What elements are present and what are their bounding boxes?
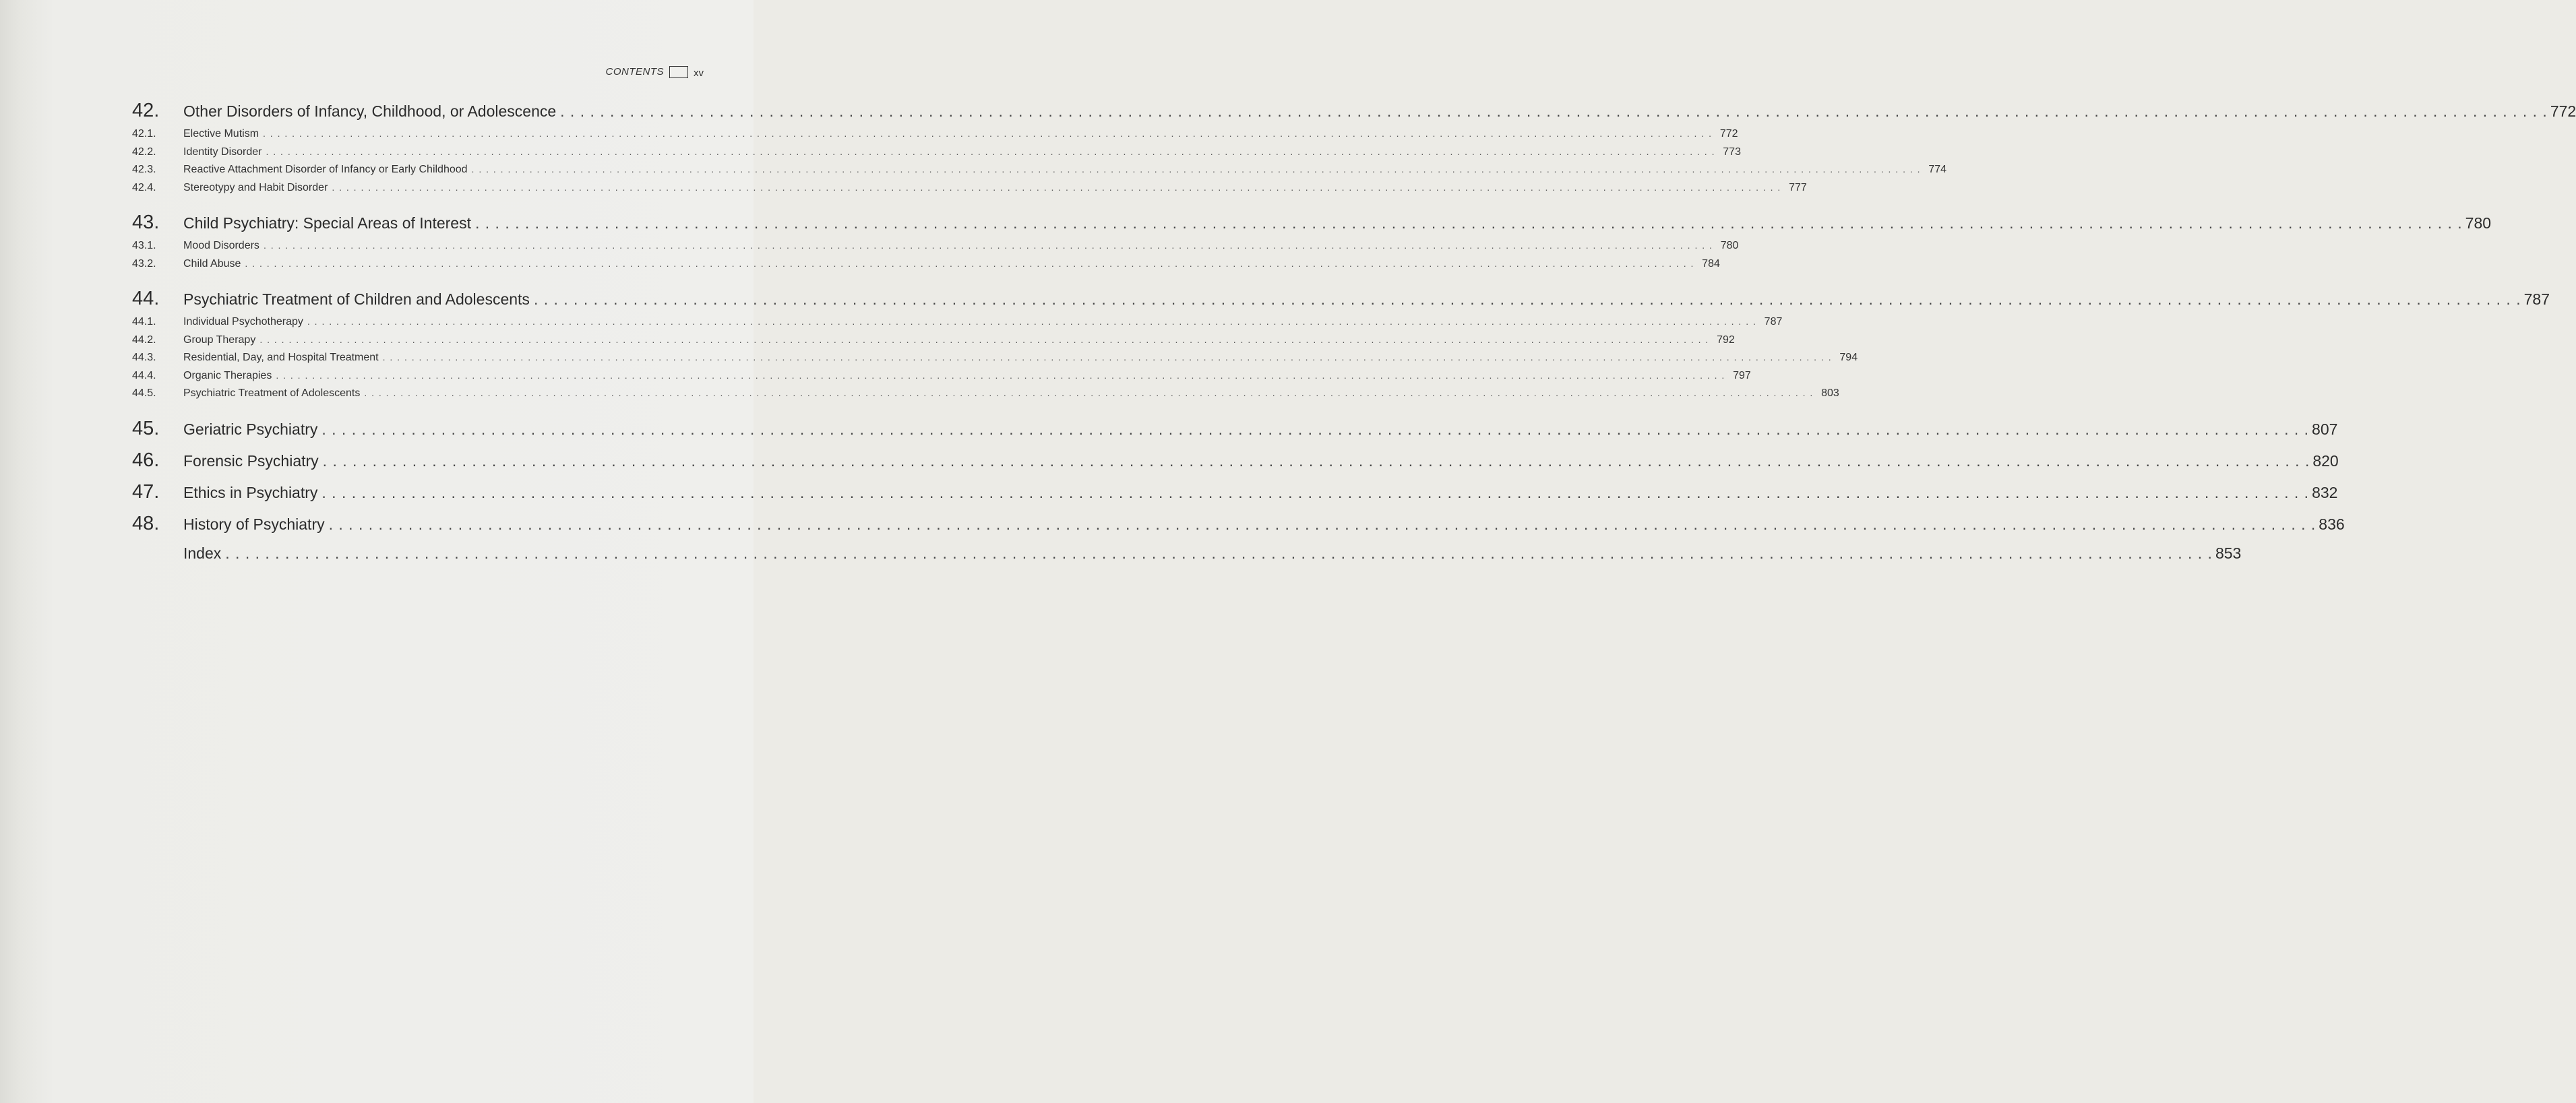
section-number: 44.3. [132, 352, 156, 363]
toc-section-entry [132, 369, 1751, 388]
section-list [132, 128, 1947, 199]
section-page-number: 787 [1764, 316, 1783, 327]
toc-chapter-entry [132, 544, 2242, 567]
chapter-page-number: 807 [2312, 420, 2338, 438]
dot-leader: . . . . . . . . . . . . . . . . . . . . . . . . . . . . . . . . . . . . . . . . . . . . . . . . . . . . . . . . . . . . . . . . . . . . . . . . . . . . . . . . . . . . . . . . . . . . . . . . . . . . . . . . . . . . . . . . . . . . . . . . . . . . . . . . . . . . . . . . . . . . . . . . . . . . . . . . . . . . . . . . . . . . . . . . . . . . . . . . . . . . . . . . . . . . . . . . . . . . . . . . [328, 515, 2317, 533]
chapter-title: Geriatric Psychiatry [183, 420, 318, 438]
section-number: 44.1. [132, 316, 156, 327]
chapter-number: 43. [132, 212, 160, 233]
chapter-number: 42. [132, 100, 160, 121]
chapter-title: Index [183, 544, 222, 562]
chapter-spacer [132, 567, 673, 576]
section-title: Psychiatric Treatment of Adolescents [183, 387, 361, 399]
dot-leader: . . . . . . . . . . . . . . . . . . . . . . . . . . . . . . . . . . . . . . . . . . . . . . . . . . . . . . . . . . . . . . . . . . . . . . . . . . . . . . . . . . . . . . . . . . . . . . . . . . . . . . . . . . . . . . . . . . . . . . . . . . . . . . . . . . . . . . . . . . . . . . . . . . . . . . . . . . . . . . . . . . . . . . . . . . . . . . . . . . . . . . . . . . . . . . . . . . . . . . . . [263, 128, 1713, 139]
dot-leader: . . . . . . . . . . . . . . . . . . . . . . . . . . . . . . . . . . . . . . . . . . . . . . . . . . . . . . . . . . . . . . . . . . . . . . . . . . . . . . . . . . . . . . . . . . . . . . . . . . . . . . . . . . . . . . . . . . . . . . . . . . . . . . . . . . . . . . . . . . . . . . . . . . . . . . . . . . . . . . . . . . . . . . . . . . . . . . . . . . . . . . . . . . . . . . . . . . . . . . . . [471, 164, 1922, 175]
dot-leader: . . . . . . . . . . . . . . . . . . . . . . . . . . . . . . . . . . . . . . . . . . . . . . . . . . . . . . . . . . . . . . . . . . . . . . . . . . . . . . . . . . . . . . . . . . . . . . . . . . . . . . . . . . . . . . . . . . . . . . . . . . . . . . . . . . . . . . . . . . . . . . . . . . . . . . . . . . . . . . . . . . . . . . . . . . . . . . . . . . . . . . . . . . . . . . . . . . . . . . . . [263, 240, 1713, 251]
chapter-number: 44. [132, 288, 160, 309]
running-head-label: CONTENTS [605, 66, 664, 77]
section-page-number: 773 [1723, 146, 1741, 158]
dot-leader: . . . . . . . . . . . . . . . . . . . . . . . . . . . . . . . . . . . . . . . . . . . . . . . . . . . . . . . . . . . . . . . . . . . . . . . . . . . . . . . . . . . . . . . . . . . . . . . . . . . . . . . . . . . . . . . . . . . . . . . . . . . . . . . . . . . . . . . . . . . . . . . . . . . . . . . . . . . . . . . . . . . . . . . . . . . . . . . . . . . . . . . . . . . . . . . . . . . . . . . . [321, 420, 2310, 438]
toc-section-entry [132, 146, 1741, 164]
section-page-number: 780 [1720, 240, 1739, 251]
section-title: Child Abuse [183, 257, 241, 270]
section-title: Individual Psychotherapy [183, 316, 303, 327]
toc-section-entry [132, 240, 1739, 258]
section-page-number: 772 [1719, 128, 1738, 139]
dot-leader: . . . . . . . . . . . . . . . . . . . . . . . . . . . . . . . . . . . . . . . . . . . . . . . . . . . . . . . . . . . . . . . . . . . . . . . . . . . . . . . . . . . . . . . . . . . . . . . . . . . . . . . . . . . . . . . . . . . . . . . . . . . . . . . . . . . . . . . . . . . . . . . . . . . . . . . . . . . . . . . . . . . . . . . . . . . . . . . . . . . . . . . . . . . . . . . . . . . . . . . . [276, 369, 1725, 381]
chapter-title: Ethics in Psychiatry [183, 483, 318, 501]
section-title: Reactive Attachment Disorder of Infancy or Early Childhood [183, 164, 468, 175]
dot-leader: . . . . . . . . . . . . . . . . . . . . . . . . . . . . . . . . . . . . . . . . . . . . . . . . . . . . . . . . . . . . . . . . . . . . . . . . . . . . . . . . . . . . . . . . . . . . . . . . . . . . . . . . . . . . . . . . . . . . . . . . . . . . . . . . . . . . . . . . . . . . . . . . . . . . . . . . . . . . . . . . . . . . . . . . . . . . . . . . . . . . . . . . . . . . . . . . . . . . . . . . [259, 334, 1709, 345]
section-page-number: 797 [1733, 369, 1751, 381]
running-head [606, 65, 704, 79]
chapter-spacer [132, 504, 673, 513]
section-page-number: 792 [1717, 334, 1735, 346]
chapter-title: Psychiatric Treatment of Children and Adolescents [183, 290, 530, 308]
section-number: 43.1. [132, 240, 156, 251]
toc-chapter-entry [132, 480, 2338, 504]
section-page-number: 803 [1821, 387, 1839, 399]
dot-leader: . . . . . . . . . . . . . . . . . . . . . . . . . . . . . . . . . . . . . . . . . . . . . . . . . . . . . . . . . . . . . . . . . . . . . . . . . . . . . . . . . . . . . . . . . . . . . . . . . . . . . . . . . . . . . . . . . . . . . . . . . . . . . . . . . . . . . . . . . . . . . . . . . . . . . . . . . . . . . . . . . . . . . . . . . . . . . . . . . . . . . . . . . . . . . . . . . . . . . . . . [382, 352, 1833, 363]
chapter-page-number: 836 [2319, 515, 2345, 533]
section-number: 42.3. [132, 164, 156, 175]
page-folio: xv [694, 67, 704, 79]
toc-section-entry [132, 316, 1783, 334]
dot-leader: . . . . . . . . . . . . . . . . . . . . . . . . . . . . . . . . . . . . . . . . . . . . . . . . . . . . . . . . . . . . . . . . . . . . . . . . . . . . . . . . . . . . . . . . . . . . . . . . . . . . . . . . . . . . . . . . . . . . . . . . . . . . . . . . . . . . . . . . . . . . . . . . . . . . . . . . . . . . . . . . . . . . . . . . . . . . . . . . . . . . . . . . . . . . . . . . . . . . . . . . [307, 316, 1757, 327]
section-title: Group Therapy [183, 334, 256, 346]
toc-section-entry [132, 181, 1807, 200]
section-number: 42.2. [132, 146, 156, 158]
toc-chapter-entry [132, 512, 2345, 536]
dot-leader: . . . . . . . . . . . . . . . . . . . . . . . . . . . . . . . . . . . . . . . . . . . . . . . . . . . . . . . . . . . . . . . . . . . . . . . . . . . . . . . . . . . . . . . . . . . . . . . . . . . . . . . . . . . . . . . . . . . . . . . . . . . . . . . . . . . . . . . . . . . . . . . . . . . . . . . . . . . . . . . . . . . . . . . . . . . . . . . . . . . . . . . . . . . . . . . . . . . . . . . . [332, 181, 1781, 193]
chapter-title: Other Disorders of Infancy, Childhood, or Adolescence [183, 102, 557, 120]
section-number: 44.4. [132, 369, 156, 381]
chapter-title: History of Psychiatry [183, 515, 325, 533]
section-page-number: 794 [1839, 352, 1858, 363]
dot-leader: . . . . . . . . . . . . . . . . . . . . . . . . . . . . . . . . . . . . . . . . . . . . . . . . . . . . . . . . . . . . . . . . . . . . . . . . . . . . . . . . . . . . . . . . . . . . . . . . . . . . . . . . . . . . . . . . . . . . . . . . . . . . . . . . . . . . . . . . . . . . . . . . . . . . . . . . . . . . . . . . . . . . . . . . . . . . . . . . . . . . . . . . . . . . . . . . . . . . . . . . [364, 387, 1814, 398]
section-number: 42.4. [132, 181, 156, 193]
chapter-title: Child Psychiatry: Special Areas of Interest [183, 214, 471, 232]
section-page-number: 777 [1789, 181, 1807, 193]
toc-section-entry [132, 387, 1839, 406]
chapter-page-number: 853 [2215, 544, 2242, 562]
toc-section-entry [132, 334, 1735, 352]
section-title: Organic Therapies [183, 369, 272, 381]
section-title: Elective Mutism [183, 128, 259, 139]
section-list [132, 240, 1739, 276]
chapter-page-number: 772 [2550, 102, 2576, 120]
section-title: Identity Disorder [183, 146, 262, 158]
chapter-page-number: 820 [2312, 451, 2339, 470]
section-list [132, 316, 1858, 406]
chapter-page-number: 787 [2523, 290, 2550, 308]
chapter-number: 46. [132, 449, 160, 471]
chapter-number: 45. [132, 417, 160, 439]
chapter-number: 47. [132, 480, 160, 503]
section-number: 44.2. [132, 334, 156, 346]
section-page-number: 784 [1702, 257, 1720, 270]
section-number: 43.2. [132, 257, 156, 270]
dot-leader: . . . . . . . . . . . . . . . . . . . . . . . . . . . . . . . . . . . . . . . . . . . . . . . . . . . . . . . . . . . . . . . . . . . . . . . . . . . . . . . . . . . . . . . . . . . . . . . . . . . . . . . . . . . . . . . . . . . . . . . . . . . . . . . . . . . . . . . . . . . . . . . . . . . . . . . . . . . . . . . . . . . . . . . . . . . . . . . . . . . . . . . . . . . . . . . . . . . . . . . . [321, 483, 2310, 501]
dot-leader: . . . . . . . . . . . . . . . . . . . . . . . . . . . . . . . . . . . . . . . . . . . . . . . . . . . . . . . . . . . . . . . . . . . . . . . . . . . . . . . . . . . . . . . . . . . . . . . . . . . . . . . . . . . . . . . . . . . . . . . . . . . . . . . . . . . . . . . . . . . . . . . . . . . . . . . . . . . . . . . . . . . . . . . . . . . . . . . . . . . . . . . . . . . . . . . . . . . . . . . . [225, 544, 2213, 562]
section-title: Residential, Day, and Hospital Treatment [183, 352, 379, 363]
toc-chapter-entry [132, 417, 2338, 441]
toc-section-entry [132, 164, 1947, 182]
dot-leader: . . . . . . . . . . . . . . . . . . . . . . . . . . . . . . . . . . . . . . . . . . . . . . . . . . . . . . . . . . . . . . . . . . . . . . . . . . . . . . . . . . . . . . . . . . . . . . . . . . . . . . . . . . . . . . . . . . . . . . . . . . . . . . . . . . . . . . . . . . . . . . . . . . . . . . . . . . . . . . . . . . . . . . . . . . . . . . . . . . . . . . . . . . . . . . . . . . . . . . . . [266, 146, 1715, 157]
chapter-spacer [132, 536, 673, 544]
box-ornament-icon [669, 66, 688, 78]
chapter-page-number: 780 [2465, 214, 2492, 232]
toc-section-entry [132, 257, 1720, 276]
section-page-number: 774 [1928, 164, 1947, 175]
chapter-title: Forensic Psychiatry [183, 451, 319, 470]
dot-leader: . . . . . . . . . . . . . . . . . . . . . . . . . . . . . . . . . . . . . . . . . . . . . . . . . . . . . . . . . . . . . . . . . . . . . . . . . . . . . . . . . . . . . . . . . . . . . . . . . . . . . . . . . . . . . . . . . . . . . . . . . . . . . . . . . . . . . . . . . . . . . . . . . . . . . . . . . . . . . . . . . . . . . . . . . . . . . . . . . . . . . . . . . . . . . . . . . . . . . . . . [322, 451, 2310, 470]
toc-chapter-entry [132, 288, 2550, 311]
toc-section-entry [132, 352, 1858, 370]
toc-chapter-entry [132, 212, 2492, 234]
chapter-page-number: 832 [2312, 483, 2338, 501]
chapter-number: 48. [132, 512, 160, 534]
chapter-spacer [132, 472, 673, 481]
section-number: 42.1. [132, 128, 156, 139]
dot-leader: . . . . . . . . . . . . . . . . . . . . . . . . . . . . . . . . . . . . . . . . . . . . . . . . . . . . . . . . . . . . . . . . . . . . . . . . . . . . . . . . . . . . . . . . . . . . . . . . . . . . . . . . . . . . . . . . . . . . . . . . . . . . . . . . . . . . . . . . . . . . . . . . . . . . . . . . . . . . . . . . . . . . . . . . . . . . . . . . . . . . . . . . . . . . . . . . . . . . . . . . [533, 290, 2521, 308]
dot-leader: . . . . . . . . . . . . . . . . . . . . . . . . . . . . . . . . . . . . . . . . . . . . . . . . . . . . . . . . . . . . . . . . . . . . . . . . . . . . . . . . . . . . . . . . . . . . . . . . . . . . . . . . . . . . . . . . . . . . . . . . . . . . . . . . . . . . . . . . . . . . . . . . . . . . . . . . . . . . . . . . . . . . . . . . . . . . . . . . . . . . . . . . . . . . . . . . . . . . . . . . [560, 102, 2548, 120]
toc-chapter-entry [132, 449, 2339, 472]
toc-chapter-entry [132, 100, 2576, 123]
dot-leader: . . . . . . . . . . . . . . . . . . . . . . . . . . . . . . . . . . . . . . . . . . . . . . . . . . . . . . . . . . . . . . . . . . . . . . . . . . . . . . . . . . . . . . . . . . . . . . . . . . . . . . . . . . . . . . . . . . . . . . . . . . . . . . . . . . . . . . . . . . . . . . . . . . . . . . . . . . . . . . . . . . . . . . . . . . . . . . . . . . . . . . . . . . . . . . . . . . . . . . . . [474, 214, 2463, 232]
chapter-spacer [132, 441, 673, 449]
dot-leader: . . . . . . . . . . . . . . . . . . . . . . . . . . . . . . . . . . . . . . . . . . . . . . . . . . . . . . . . . . . . . . . . . . . . . . . . . . . . . . . . . . . . . . . . . . . . . . . . . . . . . . . . . . . . . . . . . . . . . . . . . . . . . . . . . . . . . . . . . . . . . . . . . . . . . . . . . . . . . . . . . . . . . . . . . . . . . . . . . . . . . . . . . . . . . . . . . . . . . . . . [245, 257, 1694, 269]
table-of-contents [132, 100, 2576, 576]
section-title: Mood Disorders [183, 240, 259, 251]
section-number: 44.5. [132, 387, 156, 399]
toc-section-entry [132, 128, 1738, 146]
section-title: Stereotypy and Habit Disorder [183, 181, 328, 193]
